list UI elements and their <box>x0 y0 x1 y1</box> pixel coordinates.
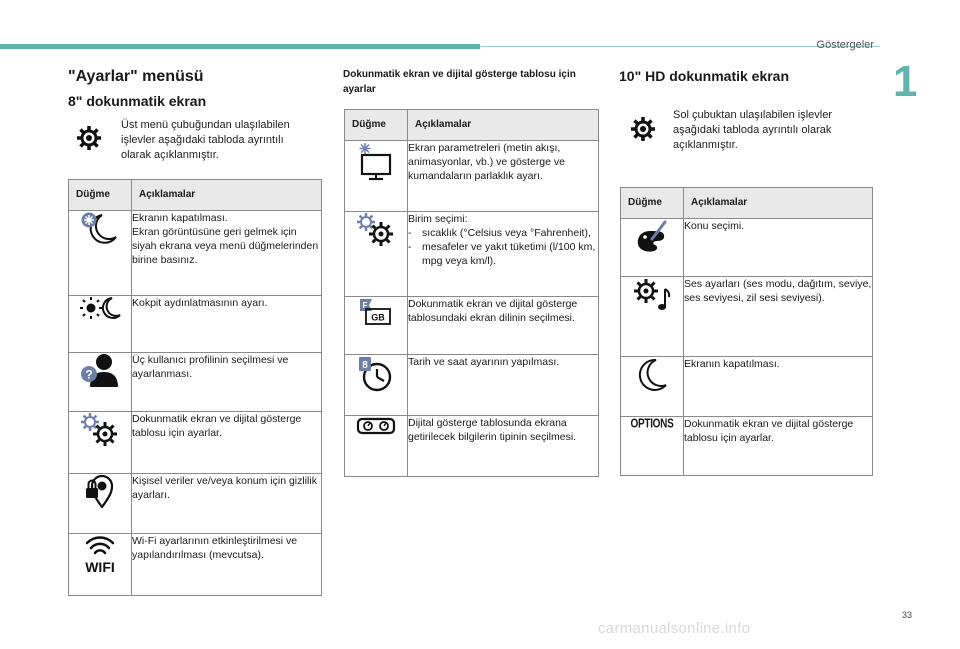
options-icon: OPTIONS <box>621 417 684 476</box>
table-row <box>345 355 599 416</box>
privacy-lock-location-icon <box>69 474 132 534</box>
settings-table-10in <box>620 187 873 476</box>
row-text: Ekranın kapatılması. <box>684 358 780 370</box>
settings-gears-icon <box>69 412 132 474</box>
table-header-desc: Açıklamalar <box>684 188 873 219</box>
table-row <box>621 219 873 277</box>
row-text: Dokunmatik ekran ve dijital gösterge tablosu için ayarlar. <box>132 413 302 439</box>
row-text: Dokunmatik ekran ve dijital gösterge tablosundaki ekran dilinin seçilmesi. <box>408 298 578 324</box>
row-text: Ekran görüntüsüne geri gelmek için siyah ekrana veya menü düğmelerinden birine basınız. <box>132 226 319 266</box>
table-header-button: Düğme <box>69 180 132 211</box>
table-header-desc: Açıklamalar <box>132 180 322 211</box>
section-heading-8in: 8" dokunmatik ekran <box>68 93 207 109</box>
table-row <box>345 141 599 212</box>
gear-icon <box>76 125 102 156</box>
section-title: Göstergeler <box>816 39 874 51</box>
table-row <box>621 277 873 357</box>
brightness-sun-moon-icon <box>69 296 132 353</box>
table-row <box>345 297 599 355</box>
bullet-item: - sıcaklık (°Celsius veya °Fahrenheit), <box>408 227 591 239</box>
display-brightness-icon <box>345 141 408 212</box>
wifi-icon <box>69 534 132 596</box>
intro-text-8in: Üst menü çubuğundan ulaşılabilen işlevler aşağıdaki tabloda ayrıntılı olarak açıklanmıştır. <box>121 119 290 161</box>
screen-off-moon-icon <box>69 211 132 296</box>
theme-palette-icon <box>621 219 684 277</box>
svg-text:WIFI: WIFI <box>85 559 115 574</box>
table-row <box>621 417 873 476</box>
svg-text:GB: GB <box>371 312 385 323</box>
section-heading-display-settings: Dokunmatik ekran ve dijital gösterge tablosu için ayarlar <box>343 69 576 95</box>
instrument-cluster-icon <box>345 416 408 477</box>
table-row <box>69 353 322 412</box>
row-text: Kişisel veriler ve/veya konum için gizlilik ayarları. <box>132 475 317 501</box>
table-header-button: Düğme <box>621 188 684 219</box>
language-flag-icon <box>345 297 408 355</box>
table-row <box>345 416 599 477</box>
table-row <box>69 211 322 296</box>
table-header-button: Düğme <box>345 110 408 141</box>
gear-icon <box>630 116 656 147</box>
row-text: Birim seçimi: <box>408 213 468 225</box>
settings-table-8in <box>68 179 322 596</box>
sound-settings-icon <box>621 277 684 357</box>
svg-text:8: 8 <box>362 360 368 371</box>
svg-text:?: ? <box>85 367 93 382</box>
table-row <box>69 412 322 474</box>
table-row <box>69 474 322 534</box>
row-text: Kokpit aydınlatmasının ayarı. <box>132 297 268 309</box>
table-row <box>621 357 873 417</box>
row-text: Wi-Fi ayarlarının etkinleştirilmesi ve yapılandırılması (mevcutsa). <box>132 535 298 561</box>
row-text: Ses ayarları (ses modu, dağıtım, seviye, ses seviyesi, zil sesi seviyesi). <box>684 278 872 304</box>
page-number: 33 <box>902 610 913 620</box>
row-text: Üç kullanıcı profilinin seçilmesi ve ayarlanması. <box>132 354 289 380</box>
watermark: carmanualsonline.info <box>598 620 751 637</box>
settings-table-display <box>344 109 599 477</box>
row-text: Dijital gösterge tablosunda ekrana getirilecek bilgilerin tipinin seçilmesi. <box>408 417 577 443</box>
row-text: Konu seçimi. <box>684 220 745 232</box>
section-heading-10in: 10" HD dokunmatik ekran <box>619 68 790 84</box>
clock-date-icon <box>345 355 408 416</box>
page-title: "Ayarlar" menüsü <box>68 68 204 85</box>
table-row <box>69 534 322 596</box>
table-header-desc: Açıklamalar <box>408 110 599 141</box>
row-text: Ekran parametreleri (metin akışı, animasyonlar, vb.) ve gösterge ve kumandaların parlaklık ayarı. <box>408 142 565 182</box>
units-gears-icon <box>345 212 408 297</box>
table-row <box>69 296 322 353</box>
row-text: Ekranın kapatılması. <box>132 212 228 224</box>
screen-off-moon-icon <box>621 357 684 417</box>
bullet-item: - mesafeler ve yakıt tüketimi (l/100 km, mpg veya km/l). <box>408 241 596 267</box>
intro-text-10in: Sol çubuktan ulaşılabilen işlevler aşağıdaki tabloda ayrıntılı olarak açıklanmıştır. <box>673 109 832 151</box>
table-row <box>345 212 599 297</box>
user-profile-icon <box>69 353 132 412</box>
row-text: Tarih ve saat ayarının yapılması. <box>408 356 560 368</box>
row-text: Dokunmatik ekran ve dijital gösterge tablosu için ayarlar. <box>684 418 854 444</box>
svg-text:F: F <box>362 301 368 310</box>
chapter-number: 1 <box>893 57 918 106</box>
header-accent-bar <box>0 44 480 49</box>
